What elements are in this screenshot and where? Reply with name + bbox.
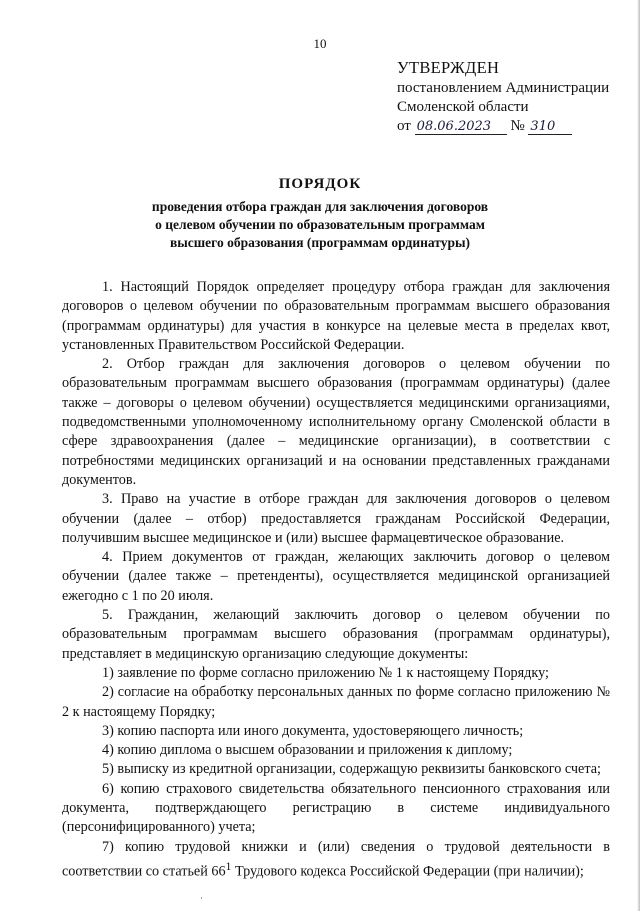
document-body [62, 278, 610, 882]
list-item-2: 2) согласие на обработку персональных данных по форме согласно приложению № 2 к настоящему Порядку; [62, 684, 610, 720]
approval-line-1: постановлением Администрации [397, 80, 610, 96]
paragraph-1: 1. Настоящий Порядок определяет процедуру отбора граждан для заключения договоров о целевом обучении по образовательным программам высшего образования (программам ординатуры) для участия в конкурсе на целевые места в пределах квот, установленных Правительством Российской Федерации. [62, 279, 610, 353]
document-subtitle-line-3: высшего образования (программам ординатуры) [169, 235, 471, 250]
paragraph-3: 3. Право на участие в отборе граждан для заключения договоров о целевом обучении (далее – отбор) предоставляется гражданам Российской Федерации, получившим высшее медицинское и (или) высшее фармацевтическое образование. [62, 491, 610, 546]
approved-title: УТВЕРЖДЕН [397, 58, 500, 77]
handwritten-number: 310 [528, 120, 572, 135]
list-item-7 [62, 838, 610, 882]
date-prefix: от [397, 118, 411, 134]
list-item-3: 3) копию паспорта или иного документа, удостоверяющего личность; [102, 722, 524, 739]
number-label: № [510, 118, 525, 134]
approval-line-2: Смоленской области [397, 99, 529, 115]
article-superscript: 1 [225, 858, 232, 873]
handwritten-date: 08.06.2023 [415, 120, 507, 135]
paragraph-4: 4. Прием документов от граждан, желающих заключить договор о целевом обучении (далее также – претенденты), осуществляется медицинской организацией ежегодно с 1 по 20 июля. [62, 549, 610, 604]
approval-date-line [397, 117, 637, 136]
approval-stamp-block [397, 58, 637, 136]
paragraph-2: 2. Отбор граждан для заключения договоров о целевом обучении по образовательным программам высшего образования (программам ординатуры) (далее также – договоры о целевом обучении) осуществляется медицинскими организациями, подведомственными уполномоченному исполнительному органу Смоленской области в сфере здравоохранения (далее – медицинские организации), в соответствии с потребностями медицинских организаций и на основании представленных гражданами документов. [62, 356, 610, 488]
list-item-5: 5) выписку из кредитной организации, содержащую реквизиты банковского счета; [102, 761, 601, 778]
page-number: 10 [313, 36, 327, 51]
paragraph-5: 5. Гражданин, желающий заключить договор о целевом обучении по образовательным программам высшего образования (программам ординатуры), представляет в медицинскую организацию следующие документы: [62, 607, 610, 662]
document-title: ПОРЯДОК [278, 176, 362, 192]
document-title-block [0, 176, 640, 252]
document-subtitle-line-2: о целевом обучении по образовательным программам [155, 217, 485, 232]
scan-mark: · [200, 893, 203, 903]
document-subtitle-line-1: проведения отбора граждан для заключения договоров [151, 199, 489, 214]
list-item-4: 4) копию диплома о высшем образовании и приложения к диплому; [102, 742, 513, 759]
list-item-1: 1) заявление по форме согласно приложению № 1 к настоящему Порядку; [102, 664, 549, 681]
list-item-7-text: 7) копию трудовой книжки и (или) сведения о трудовой деятельности в соответствии со статьей 66 [62, 838, 610, 880]
list-item-6: 6) копию страхового свидетельства обязательного пенсионного страхования или документа, подтверждающего регистрацию в системе индивидуального (персонифицированного) учета; [62, 780, 610, 836]
list-item-7-text-end: Трудового кодекса Российской Федерации (при наличии); [231, 863, 584, 880]
